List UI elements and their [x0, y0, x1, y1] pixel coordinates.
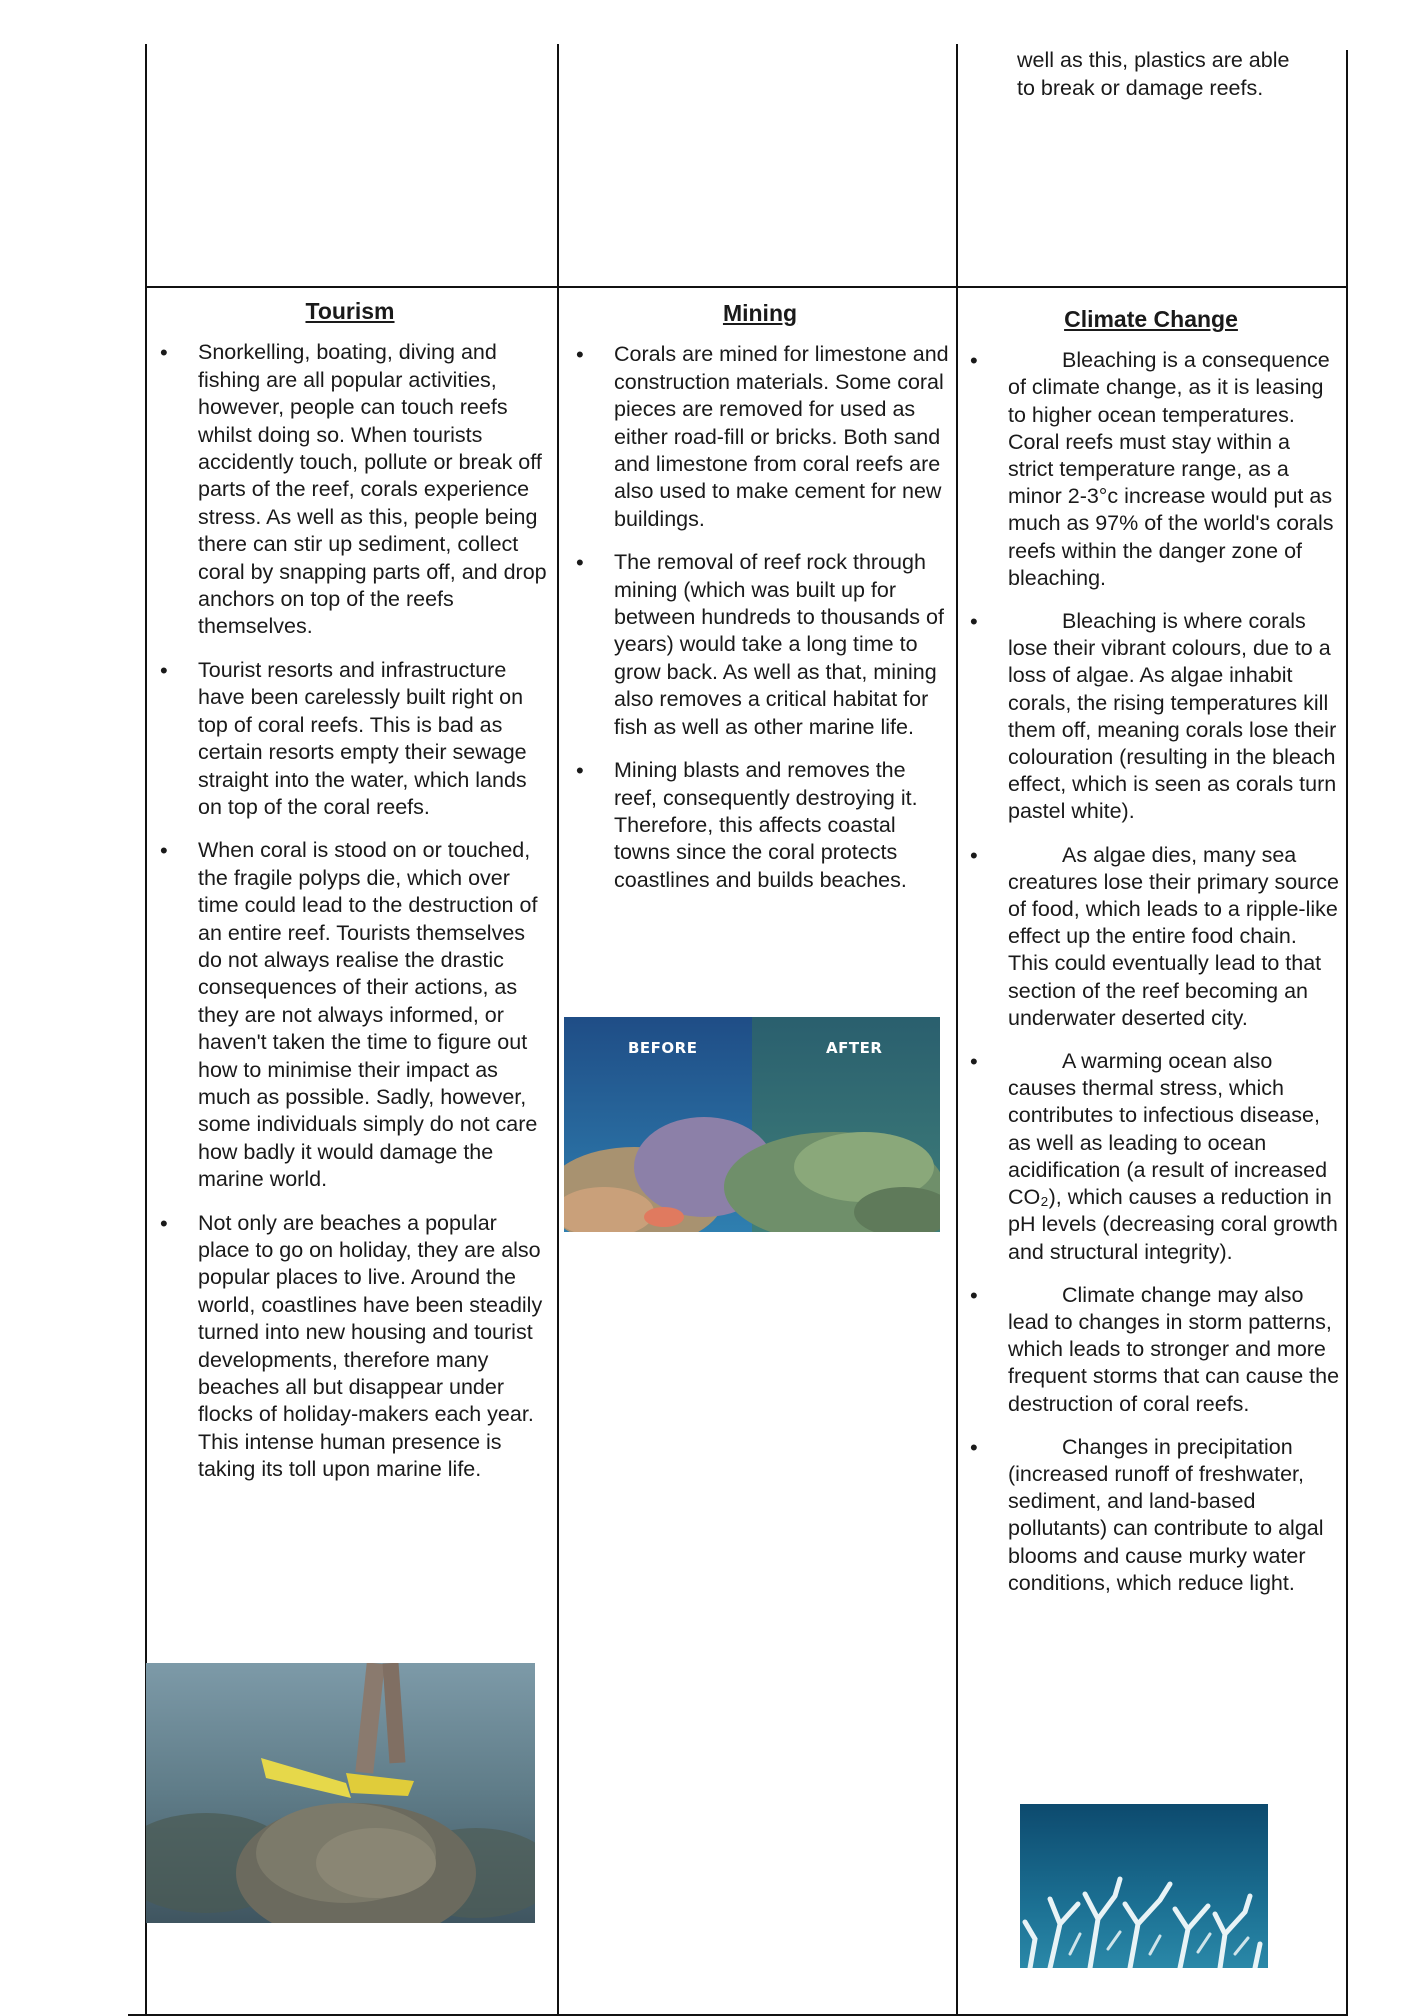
tourism-column — [152, 298, 548, 1500]
climate-bullet-6 — [962, 1434, 1340, 1597]
before-after-reef-photo — [564, 1017, 940, 1232]
table-divider-1 — [557, 44, 559, 2016]
climate-bullet-1-text: consequence of climate change, as it is leasing to higher ocean temperatures. Coral reefs must stay within a strict temperature range, as a minor 2-3°c increase would put as much as 97% of the world's corals reefs within the danger zone of bleaching. — [1008, 348, 1334, 590]
mining-bullet-2: • The removal of reef rock through mining (which was built up for between hundreds to thousands of years) would take a long time to grow back. As well as that, mining also removes a critical habitat for fish as well as other marine life. — [568, 549, 952, 741]
mining-column — [568, 300, 952, 910]
climate-bullet-6-text: (increased runoff of freshwater, sediment, and land-based pollutants) can contribute to algal blooms and cause murky water conditions, which reduce light. — [1008, 1461, 1324, 1595]
climate-bullet-5-lead: Climate change may — [1062, 1282, 1258, 1307]
climate-bullet-2-text: corals lose their vibrant colours, due to a loss of algae. As algae inhabit corals, the rising temperatures kill them off, meaning corals lose their colouration (resulting in the bleach effect, which is seen as corals turn pastel white). — [1008, 609, 1337, 824]
climate-bullet-2 — [962, 608, 1340, 826]
after-label: AFTER — [826, 1039, 883, 1057]
table-border-right — [1346, 50, 1348, 2016]
table-row-separator — [145, 286, 1348, 288]
climate-bullet-1 — [962, 347, 1340, 592]
climate-bullet-5 — [962, 1282, 1340, 1418]
mining-heading: Mining — [722, 300, 798, 326]
climate-bullet-1-lead: Bleaching is a — [1062, 348, 1196, 373]
climate-bullet-4 — [962, 1048, 1340, 1266]
climate-bullet-2-lead: Bleaching is where — [1062, 609, 1243, 634]
climate-bullet-4-lead: A warming ocean also — [1062, 1049, 1273, 1074]
climate-bullet-6-lead: Changes in precipitation — [1062, 1434, 1293, 1459]
tourism-bullet-2: • Tourist resorts and infrastructure have been carelessly built right on top of coral reefs. This is bad as certain resorts empty their sewage straight into the water, which lands on top of the coral reefs. — [152, 657, 548, 821]
climate-bullet-3 — [962, 842, 1340, 1032]
fragment-line-1: well as this, plastics are able — [1017, 48, 1290, 72]
tourism-heading: Tourism — [305, 298, 395, 324]
climate-bullets — [962, 347, 1340, 1597]
before-label: BEFORE — [628, 1039, 698, 1057]
climate-bullet-5-text: also lead to changes in storm patterns, which leads to stronger and more frequent storms that can cause the destruction of coral reefs. — [1008, 1282, 1340, 1416]
previous-row-fragment — [1017, 46, 1337, 102]
tourism-bullet-1: • Snorkelling, boating, diving and fishing are all popular activities, however, people can touch reefs whilst doing so. When tourists accidently touch, pollute or break off parts of the reef, corals experience stress. As well as this, people being there can stir up sediment, collect coral by snapping parts off, and drop anchors on top of the reefs themselves. — [152, 339, 548, 640]
bleached-coral-photo — [1020, 1804, 1268, 1968]
tourism-bullet-4: • Not only are beaches a popular place to go on holiday, they are also popular places to live. Around the world, coastlines have been steadily turned into new housing and tourist developments, therefore many beaches all but disappear under flocks of holiday-makers each year. This intense human presence is taking its toll upon marine life. — [152, 1210, 548, 1484]
climate-change-heading: Climate Change — [1064, 306, 1238, 332]
mining-bullet-3: • Mining blasts and removes the reef, consequently destroying it. Therefore, this affects coastal towns since the coral protects coastlines and builds beaches. — [568, 757, 952, 894]
table-divider-2 — [956, 44, 958, 2016]
mining-bullet-1: • Corals are mined for limestone and construction materials. Some coral pieces are removed for used as either road-fill or bricks. Both sand and limestone from coral reefs are also used to make cement for new buildings. — [568, 341, 952, 533]
climate-change-column — [962, 306, 1340, 1613]
climate-bullet-4-text: causes thermal stress, which contributes to infectious disease, as well as leading to ocean acidification (a result of increased CO₂), which causes a reduction in pH levels (decreasing coral growth and structural integrity). — [1008, 1076, 1338, 1264]
tourism-bullets — [152, 339, 548, 1483]
fragment-line-2: to break or damage reefs. — [1017, 76, 1264, 100]
climate-bullet-3-text: creatures lose their primary source of food, which leads to a ripple-like effect up the entire food chain. This could eventually lead to that section of the reef becoming an underwater deserted city. — [1008, 869, 1339, 1030]
mining-bullets — [568, 341, 952, 894]
tourism-bullet-3: • When coral is stood on or touched, the fragile polyps die, which over time could lead to the destruction of an entire reef. Tourists themselves do not always realise the drastic consequences of their actions, as they are not always informed, or haven't taken the time to figure out how to minimise their impact as much as possible. Sadly, however, some individuals simply do not care how badly it would damage the marine world. — [152, 837, 548, 1193]
diver-on-coral-photo — [146, 1663, 535, 1923]
climate-bullet-3-lead: As algae dies, many sea — [1062, 842, 1297, 867]
